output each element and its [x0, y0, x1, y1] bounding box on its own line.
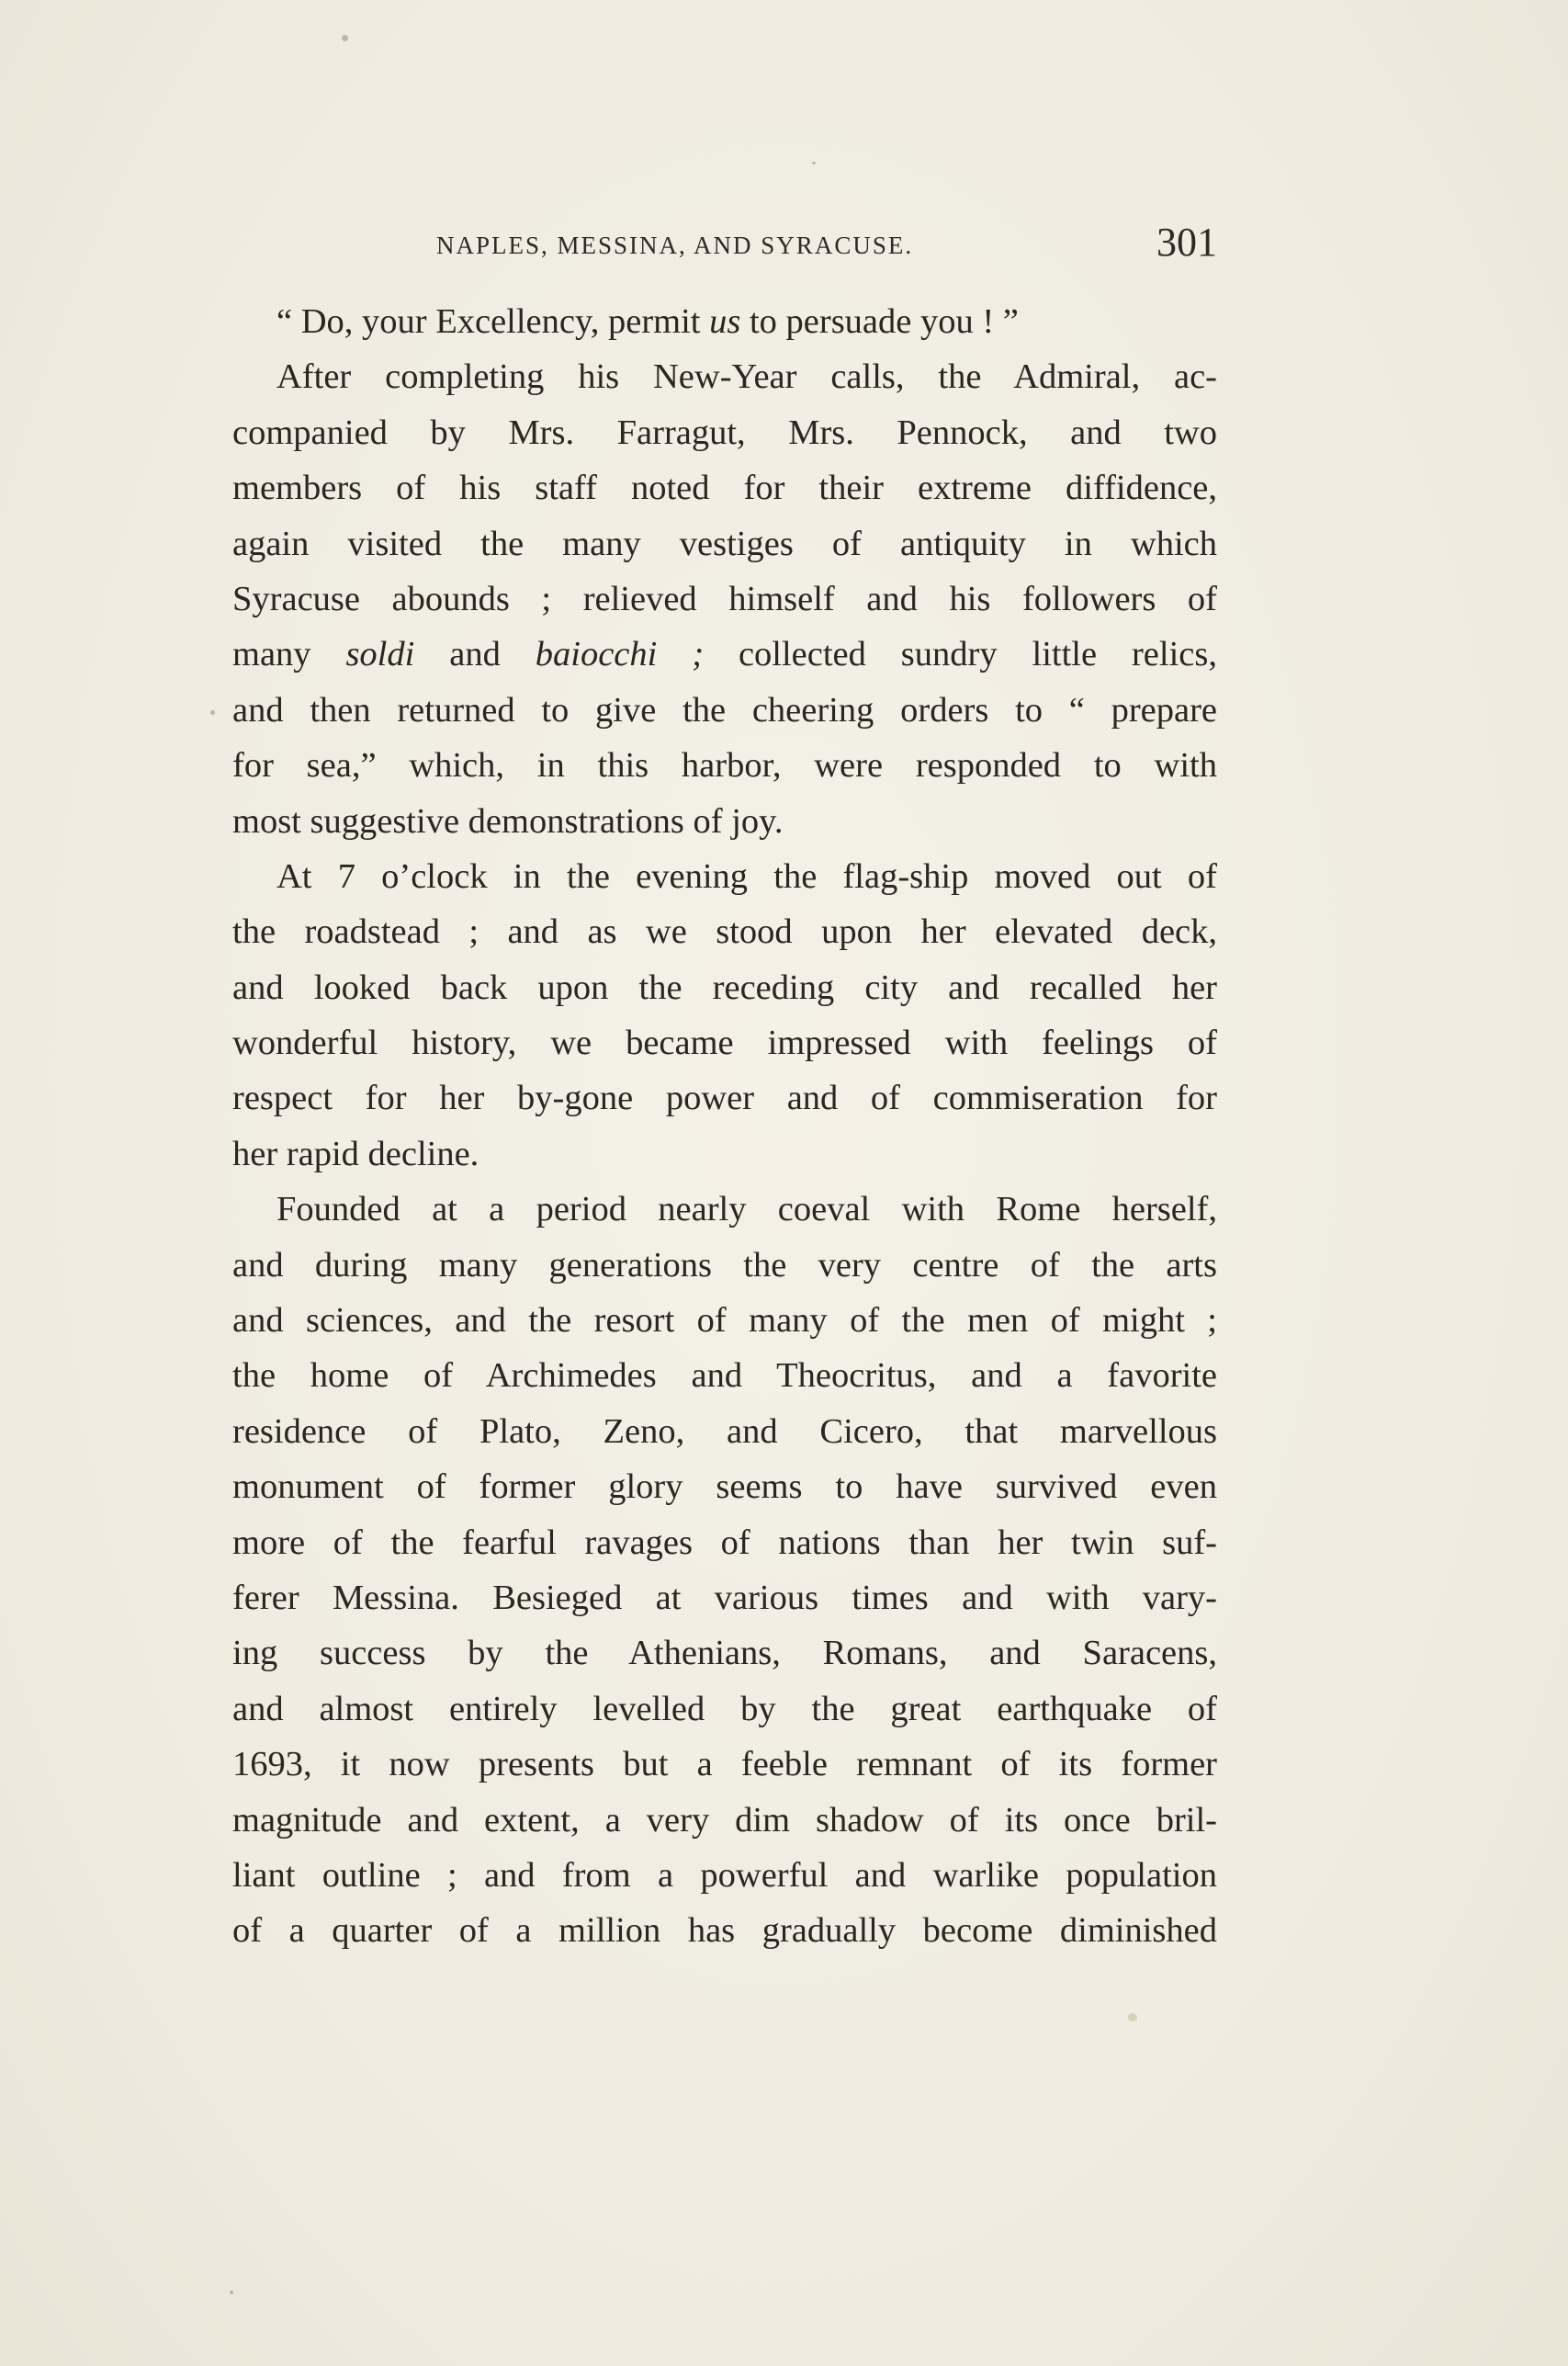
- text-run: and looked back upon the receding city and recalled her: [232, 968, 1217, 1007]
- text-line: [232, 1348, 1217, 1403]
- text-run: and during many generations the very centre of the arts: [232, 1245, 1217, 1285]
- text-run: After completing his New-Year calls, the Admiral, ac-: [276, 357, 1217, 397]
- text-line: [232, 516, 1217, 572]
- text-line: [232, 1238, 1217, 1293]
- italic-text: baiocchi ;: [535, 635, 705, 674]
- text-line: [232, 1182, 1217, 1237]
- text-run: liant outline ; and from a powerful and warlike population: [232, 1855, 1217, 1895]
- text-run: Syracuse abounds ; relieved himself and his followers of: [232, 579, 1217, 618]
- page-number: 301: [1156, 220, 1217, 265]
- text-line: [232, 1793, 1217, 1848]
- text-run: many: [232, 635, 346, 674]
- paper-speck: [812, 162, 816, 164]
- text-line: [232, 1903, 1217, 1958]
- text-run: most suggestive demonstrations of joy.: [232, 801, 784, 841]
- text-run: 1693, it now presents but a feeble remnant of its former: [232, 1745, 1217, 1784]
- text-run: monument of former glory seems to have survived even: [232, 1467, 1217, 1507]
- text-run: and almost entirely levelled by the great earthquake of: [232, 1689, 1217, 1728]
- text-line: [232, 349, 1217, 404]
- paragraph: [232, 294, 1217, 349]
- italic-text: soldi: [345, 635, 415, 674]
- text-line: [232, 1625, 1217, 1681]
- text-line: [232, 1126, 1217, 1182]
- text-line: [232, 627, 1217, 682]
- text-line: [232, 1515, 1217, 1570]
- text-run: again visited the many vestiges of antiquity in which: [232, 524, 1217, 563]
- text-run: members of his staff noted for their extreme diffidence,: [232, 469, 1217, 508]
- text-run: her rapid decline.: [232, 1134, 479, 1173]
- text-line: [232, 1070, 1217, 1126]
- text-line: [232, 1459, 1217, 1514]
- text-run: companied by Mrs. Farragut, Mrs. Pennock, and two: [232, 413, 1217, 452]
- paper-speck: [1128, 2013, 1137, 2021]
- text-line: [232, 1015, 1217, 1070]
- italic-text: us: [709, 302, 741, 341]
- text-line: [232, 1737, 1217, 1792]
- text-line: [232, 1293, 1217, 1348]
- text-run: wonderful history, we became impressed with feelings of: [232, 1024, 1217, 1063]
- text-line: [232, 904, 1217, 959]
- text-line: [232, 738, 1217, 793]
- text-line: [232, 794, 1217, 849]
- paragraph: [232, 1182, 1217, 1958]
- body-text: [232, 294, 1217, 1959]
- text-line: [232, 460, 1217, 515]
- text-run: more of the fearful ravages of nations than her twin suf-: [232, 1523, 1217, 1562]
- text-run: to persuade you ! ”: [740, 302, 1019, 341]
- text-run: residence of Plato, Zeno, and Cicero, that marvellous: [232, 1411, 1217, 1451]
- text-run: “ Do, your Excellency, permit: [276, 302, 710, 341]
- text-run: and then returned to give the cheering orders to “ prepare: [232, 690, 1217, 730]
- text-run: ing success by the Athenians, Romans, and Saracens,: [232, 1634, 1217, 1673]
- running-head: [232, 219, 1217, 274]
- text-run: and: [414, 635, 536, 674]
- text-run: the home of Archimedes and Theocritus, and a favorite: [232, 1356, 1217, 1396]
- text-line: [232, 405, 1217, 460]
- text-run: collected sundry little relics,: [704, 635, 1217, 674]
- text-line: [232, 683, 1217, 738]
- text-line: [232, 1404, 1217, 1459]
- paper-speck: [342, 35, 348, 41]
- text-line: [232, 849, 1217, 904]
- text-run: ferer Messina. Besieged at various times and with vary-: [232, 1578, 1217, 1617]
- paper-speck: [230, 2291, 233, 2294]
- text-run: the roadstead ; and as we stood upon her elevated deck,: [232, 912, 1217, 952]
- text-line: [232, 1681, 1217, 1737]
- text-run: and sciences, and the resort of many of the men of might ;: [232, 1301, 1217, 1341]
- paper-speck: [210, 710, 215, 715]
- text-run: of a quarter of a million has gradually become diminished: [232, 1911, 1217, 1951]
- text-line: [232, 1570, 1217, 1625]
- paragraph: [232, 349, 1217, 849]
- text-run: magnitude and extent, a very dim shadow of its once bril-: [232, 1800, 1217, 1840]
- running-title: NAPLES, MESSINA, AND SYRACUSE.: [436, 232, 914, 259]
- text-run: Founded at a period nearly coeval with Rome herself,: [276, 1190, 1217, 1229]
- text-run: for sea,” which, in this harbor, were responded to with: [232, 746, 1217, 786]
- text-line: [232, 572, 1217, 627]
- text-line: [232, 960, 1217, 1015]
- paragraph: [232, 849, 1217, 1182]
- text-line: [232, 1848, 1217, 1903]
- text-run: At 7 o’clock in the evening the flag-ship moved out of: [276, 856, 1217, 896]
- text-run: respect for her by-gone power and of commiseration for: [232, 1079, 1217, 1118]
- text-line: [232, 294, 1217, 349]
